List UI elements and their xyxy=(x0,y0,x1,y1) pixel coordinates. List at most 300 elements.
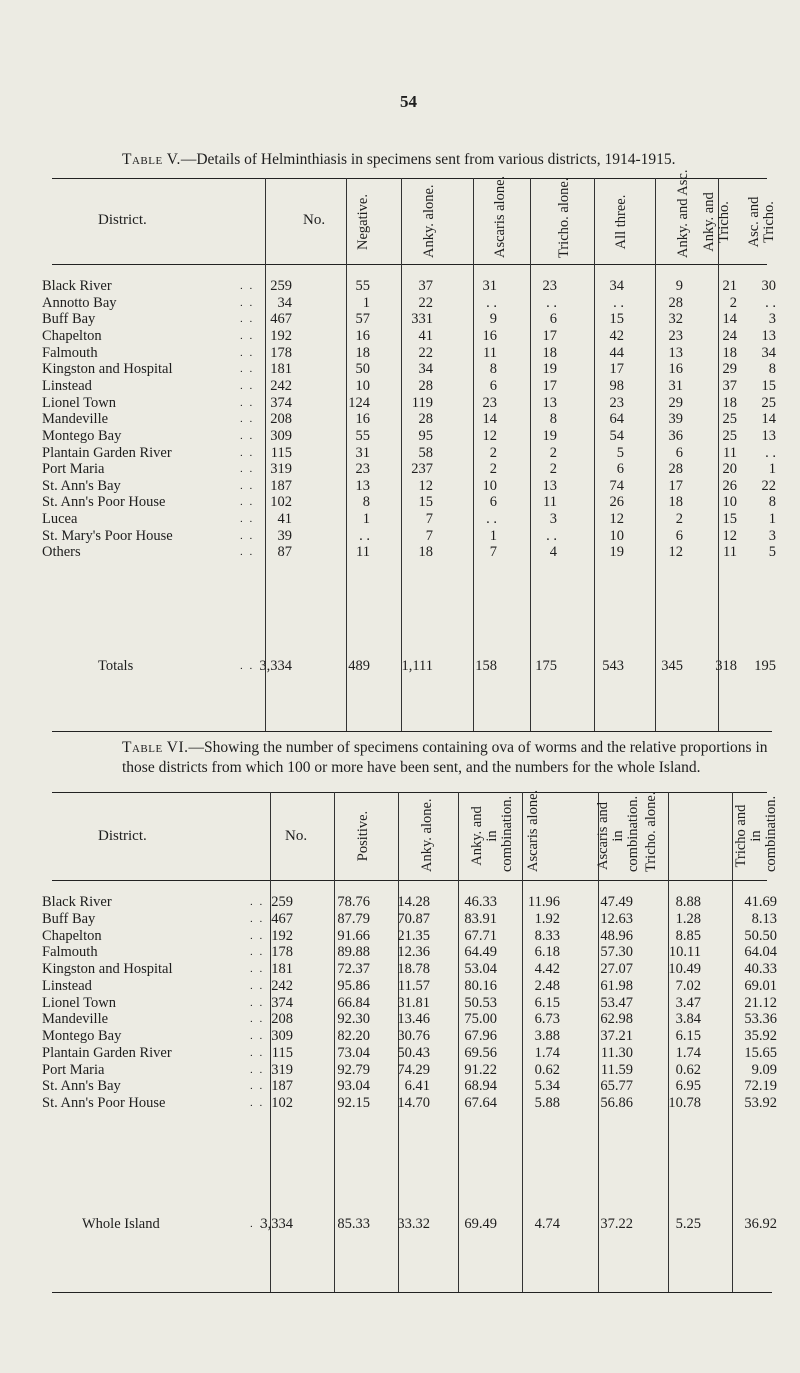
table5-cell: 20 xyxy=(722,461,737,478)
table5-row xyxy=(0,428,800,444)
table6-cell: 53.04 xyxy=(464,961,497,977)
table5-district-name: Kingston and Hospital xyxy=(42,361,173,378)
table6-cell: 83.91 xyxy=(464,910,497,927)
table6-cell: 53.36 xyxy=(744,1011,777,1028)
table5-cell: 41 xyxy=(418,327,433,344)
table5-district-name: St. Mary's Poor House xyxy=(42,527,173,544)
table5-header-negative: Negative. xyxy=(355,194,371,250)
table6-cell: 93.04 xyxy=(337,1078,370,1095)
table6-cell: 53.92 xyxy=(744,1095,777,1111)
table5-cell: 3 xyxy=(768,311,776,328)
leader-dots: . . xyxy=(240,296,255,309)
table6-cell: 87.79 xyxy=(337,910,370,927)
table6-cell: 0.62 xyxy=(534,1061,560,1078)
table5-cell: 331 xyxy=(411,311,433,328)
table5-row xyxy=(0,461,800,477)
table6-cell: 69.01 xyxy=(744,977,777,994)
table-5-caption xyxy=(122,150,676,170)
table5-cell: 16 xyxy=(355,411,370,428)
table-5-header-rule xyxy=(52,264,767,265)
table5-cell: 58 xyxy=(418,444,433,461)
leader-dots: . . xyxy=(250,1080,265,1093)
table5-cell: 17 xyxy=(668,477,683,494)
table6-cell: 1.92 xyxy=(534,910,560,927)
table5-cell: 4 xyxy=(549,544,557,561)
table5-cell: 37 xyxy=(722,377,737,394)
table5-cell: 11 xyxy=(723,544,737,561)
table6-cell: 47.49 xyxy=(600,894,633,910)
table5-cell: 2 xyxy=(489,461,497,478)
table5-total-cell: 158 xyxy=(475,658,497,674)
table5-cell: 57 xyxy=(355,311,370,328)
table5-cell: 18 xyxy=(722,344,737,361)
table6-cell: 57.30 xyxy=(600,944,633,961)
table5-cell: 6 xyxy=(616,461,624,478)
table6-cell: 80.16 xyxy=(464,977,497,994)
table5-cell: 29 xyxy=(668,394,683,411)
table5-cell: 14 xyxy=(482,411,497,428)
leader-dots: . . xyxy=(250,896,265,908)
table5-district-name: Falmouth xyxy=(42,344,98,361)
table5-cell: 7 xyxy=(425,511,433,528)
table5-cell: 13 xyxy=(668,344,683,361)
table6-cell: 4.42 xyxy=(534,961,560,977)
leader-dots: . . xyxy=(250,929,265,942)
table5-cell: 7 xyxy=(489,544,497,561)
table5-header-anky-tricho: Anky. and Tricho. xyxy=(701,192,732,252)
table5-cell: 259 xyxy=(270,278,292,294)
table5-row xyxy=(0,395,800,411)
table5-district-name: Lucea xyxy=(42,511,78,528)
table6-cell: 467 xyxy=(271,910,293,927)
table6-cell: 2.48 xyxy=(534,977,560,994)
table5-cell: 18 xyxy=(722,394,737,411)
table6-cell: 40.33 xyxy=(744,961,777,977)
table6-header-ascaris-comb: Ascaris and in combination. xyxy=(595,795,641,872)
table6-cell: 14.70 xyxy=(397,1095,430,1111)
table6-cell: 319 xyxy=(271,1061,293,1078)
table6-cell: 208 xyxy=(271,1011,293,1028)
leader-dots: . . xyxy=(250,1046,265,1059)
table5-district-name: Lionel Town xyxy=(42,394,117,411)
table6-cell: 70.87 xyxy=(397,910,430,927)
table5-district-name: Montego Bay xyxy=(42,427,122,444)
table5-row xyxy=(0,445,800,461)
leader-dots: . . xyxy=(250,1097,265,1109)
table6-total-cell: 85.33 xyxy=(337,1216,370,1232)
table6-cell: 181 xyxy=(271,961,293,977)
table5-total-cell: 1,111 xyxy=(401,658,433,674)
table6-cell: 6.95 xyxy=(675,1078,701,1095)
table5-cell: 30 xyxy=(761,278,776,294)
table5-cell: 309 xyxy=(270,427,292,444)
table5-cell: 1 xyxy=(362,511,370,528)
t6-header-no: No. xyxy=(285,828,308,844)
table5-cell: 16 xyxy=(355,327,370,344)
table5-cell: 87 xyxy=(277,544,292,561)
table5-cell: 2 xyxy=(549,461,557,478)
table5-cell: 39 xyxy=(277,527,292,544)
leader-dots: . . xyxy=(250,979,265,992)
table6-cell: 65.77 xyxy=(600,1078,633,1095)
table5-cell: 124 xyxy=(348,394,370,411)
table5-cell: 34 xyxy=(277,294,292,311)
table5-cell: 13 xyxy=(761,427,776,444)
table6-cell: 6.73 xyxy=(534,1011,560,1028)
table5-cell: 39 xyxy=(668,411,683,428)
table-6-label: Table VI. xyxy=(122,739,189,756)
table6-row xyxy=(0,894,800,910)
table5-cell: 22 xyxy=(418,344,433,361)
table6-cell: 13.46 xyxy=(397,1011,430,1028)
table5-cell: 1 xyxy=(489,527,497,544)
table6-total-cell: 37.22 xyxy=(600,1216,633,1232)
leader-dots: . . xyxy=(250,1030,265,1042)
table6-cell: 67.96 xyxy=(464,1028,497,1044)
table5-cell: 6 xyxy=(549,311,557,328)
table5-cell: 50 xyxy=(355,361,370,378)
leader-dots: . . xyxy=(250,946,265,959)
table6-district-name: Kingston and Hospital xyxy=(42,961,173,977)
table6-cell: 72.19 xyxy=(744,1078,777,1095)
table5-cell: 8 xyxy=(768,361,776,378)
leader-dots: . . xyxy=(240,346,255,359)
table6-cell: 6.41 xyxy=(404,1078,430,1095)
table5-cell: 15 xyxy=(722,511,737,528)
leader-dots: . . xyxy=(240,396,255,409)
table5-row xyxy=(0,278,800,294)
table5-cell: 119 xyxy=(411,394,433,411)
t5-header-no: No. xyxy=(303,212,326,228)
table5-district-name: Port Maria xyxy=(42,461,105,478)
table6-header-positive: Positive. xyxy=(355,810,371,862)
table5-header-all-three: All three. xyxy=(613,194,629,250)
table5-cell: 8 xyxy=(549,411,557,428)
table6-cell: 78.76 xyxy=(337,894,370,910)
table-6-caption xyxy=(122,738,792,778)
leader-dots: . . xyxy=(240,479,255,492)
table6-cell: 11.96 xyxy=(527,894,560,910)
table5-row xyxy=(0,544,800,560)
table5-cell: 29 xyxy=(722,361,737,378)
table5-row xyxy=(0,511,800,527)
leader-dots: . . xyxy=(240,413,255,426)
table6-cell: 61.98 xyxy=(600,977,633,994)
table6-cell: 92.15 xyxy=(337,1095,370,1111)
table5-cell: 12 xyxy=(668,544,683,561)
table6-total-cell: 36.92 xyxy=(744,1216,777,1232)
table6-district-name: Port Maria xyxy=(42,1061,105,1078)
table5-cell: 8 xyxy=(362,494,370,511)
leader-dots: . . xyxy=(240,280,255,292)
table6-district-name: Black River xyxy=(42,894,112,910)
table6-cell: 31.81 xyxy=(397,994,430,1011)
leader-dots: . . xyxy=(250,963,265,975)
table6-total-label: Whole Island xyxy=(82,1216,160,1232)
table5-cell: 8 xyxy=(489,361,497,378)
table5-cell: 18 xyxy=(418,544,433,561)
table5-district-name: Buff Bay xyxy=(42,311,96,328)
table5-cell: 12 xyxy=(482,427,497,444)
table5-total-cell: 345 xyxy=(661,658,683,674)
table6-cell: 6.15 xyxy=(675,1028,701,1044)
leader-dots: . . xyxy=(240,313,255,326)
table5-cell: 10 xyxy=(355,377,370,394)
table5-cell: 55 xyxy=(355,427,370,444)
table5-cell: 192 xyxy=(270,327,292,344)
table5-row xyxy=(0,378,800,394)
table6-district-name: Montego Bay xyxy=(42,1028,122,1044)
table5-district-name: St. Ann's Poor House xyxy=(42,494,166,511)
table6-total-cell: 4.74 xyxy=(534,1216,560,1232)
table-6-header-rule xyxy=(52,880,767,881)
table6-cell: 27.07 xyxy=(600,961,633,977)
table5-row xyxy=(0,478,800,494)
table5-cell: 9 xyxy=(489,311,497,328)
table5-cell: 19 xyxy=(542,427,557,444)
table5-cell: 28 xyxy=(418,411,433,428)
table5-cell: 41 xyxy=(277,511,292,528)
table5-cell: 5 xyxy=(616,444,624,461)
table5-cell: 19 xyxy=(609,544,624,561)
table6-cell: 9.09 xyxy=(751,1061,777,1078)
table6-cell: 50.50 xyxy=(744,927,777,944)
table5-cell: 25 xyxy=(722,427,737,444)
table6-cell: 46.33 xyxy=(464,894,497,910)
table5-cell: 13 xyxy=(542,477,557,494)
leader-dots: . . xyxy=(240,496,255,509)
table6-district-name: Plantain Garden River xyxy=(42,1044,172,1061)
table5-cell: 31 xyxy=(355,444,370,461)
t6-header-district: District. xyxy=(98,828,147,844)
table6-cell: 6.18 xyxy=(534,944,560,961)
table6-cell: 95.86 xyxy=(337,977,370,994)
table5-row xyxy=(0,494,800,510)
table5-cell: 28 xyxy=(418,377,433,394)
table6-cell: 5.34 xyxy=(534,1078,560,1095)
table6-cell: 0.62 xyxy=(675,1061,701,1078)
table6-row xyxy=(0,1011,800,1027)
table-6-top-rule xyxy=(52,792,767,793)
table6-cell: 8.33 xyxy=(534,927,560,944)
table6-district-name: Lionel Town xyxy=(42,994,117,1011)
table6-district-name: Linstead xyxy=(42,977,92,994)
table-5-top-rule xyxy=(52,178,767,179)
leader-dots: . . xyxy=(240,379,255,392)
table5-total-cell: 543 xyxy=(602,658,624,674)
table-6-title: —Showing the number of specimens containing ova of worms and the relative proportions in those districts from which 100 or more have been sent, and the numbers for the whole Island. xyxy=(122,739,768,776)
table6-cell: 10.78 xyxy=(668,1095,701,1111)
table5-row xyxy=(0,361,800,377)
table6-district-name: Mandeville xyxy=(42,1011,109,1028)
page-number: 54 xyxy=(400,92,417,111)
table5-cell: . . xyxy=(765,294,776,311)
leader-dots: . . xyxy=(240,513,255,526)
table5-cell: 23 xyxy=(482,394,497,411)
table6-cell: 50.53 xyxy=(464,994,497,1011)
table6-cell: 192 xyxy=(271,927,293,944)
table5-cell: 18 xyxy=(668,494,683,511)
table5-cell: 10 xyxy=(609,527,624,544)
table5-cell: 17 xyxy=(542,377,557,394)
table6-row xyxy=(0,944,800,960)
leader-dots: . . xyxy=(240,363,255,376)
table5-cell: 8 xyxy=(768,494,776,511)
table5-cell: 25 xyxy=(722,411,737,428)
table6-cell: 242 xyxy=(271,977,293,994)
table5-cell: 22 xyxy=(761,477,776,494)
table6-cell: 15.65 xyxy=(744,1044,777,1061)
table6-row xyxy=(0,1062,800,1078)
table6-cell: 187 xyxy=(271,1078,293,1095)
leader-dots: . . xyxy=(250,996,265,1009)
table6-cell: 1.74 xyxy=(675,1044,701,1061)
table5-district-name: Black River xyxy=(42,278,112,294)
table5-cell: 3 xyxy=(768,527,776,544)
table5-cell: 18 xyxy=(355,344,370,361)
table6-cell: 102 xyxy=(271,1095,293,1111)
table5-cell: 21 xyxy=(722,278,737,294)
table5-cell: 98 xyxy=(609,377,624,394)
table5-cell: 31 xyxy=(668,377,683,394)
table5-district-name: Mandeville xyxy=(42,411,109,428)
table6-district-name: Falmouth xyxy=(42,944,98,961)
table5-cell: 319 xyxy=(270,461,292,478)
table5-cell: 16 xyxy=(668,361,683,378)
table6-district-name: St. Ann's Bay xyxy=(42,1078,121,1095)
table5-cell: 12 xyxy=(609,511,624,528)
table5-district-name: Plantain Garden River xyxy=(42,444,172,461)
table5-header-anky-asc: Anky. and Asc. xyxy=(675,169,691,258)
leader-dots: . . xyxy=(250,1063,265,1076)
table5-cell: 55 xyxy=(355,278,370,294)
table5-cell: 22 xyxy=(418,294,433,311)
table5-cell: 5 xyxy=(768,544,776,561)
table6-row xyxy=(0,911,800,927)
table5-cell: 2 xyxy=(549,444,557,461)
table6-cell: 10.49 xyxy=(668,961,701,977)
table6-cell: 67.64 xyxy=(464,1095,497,1111)
table6-cell: 92.79 xyxy=(337,1061,370,1078)
table5-cell: 374 xyxy=(270,394,292,411)
table6-row xyxy=(0,1095,800,1111)
table6-cell: 12.63 xyxy=(600,910,633,927)
table5-cell: 23 xyxy=(355,461,370,478)
table5-cell: 34 xyxy=(609,278,624,294)
table5-cell: 74 xyxy=(609,477,624,494)
table5-cell: 14 xyxy=(722,311,737,328)
table6-cell: 91.22 xyxy=(464,1061,497,1078)
table6-cell: 56.86 xyxy=(600,1095,633,1111)
leader-dots: . . xyxy=(240,446,255,459)
table5-cell: 37 xyxy=(418,278,433,294)
table6-cell: 11.57 xyxy=(397,977,430,994)
leader-dots: . . xyxy=(250,1218,265,1230)
table5-cell: 15 xyxy=(761,377,776,394)
table5-cell: 3 xyxy=(549,511,557,528)
table6-cell: 41.69 xyxy=(744,894,777,910)
table5-cell: . . xyxy=(546,294,557,311)
table6-cell: 64.04 xyxy=(744,944,777,961)
table5-total-row xyxy=(0,658,800,674)
table6-cell: 8.88 xyxy=(675,894,701,910)
table5-row xyxy=(0,295,800,311)
table6-total-cell: 5.25 xyxy=(675,1216,701,1232)
leader-dots: . . xyxy=(250,1013,265,1026)
table6-header-anky-comb: Anky. and in combination. xyxy=(469,795,515,872)
table5-cell: 25 xyxy=(761,394,776,411)
table6-cell: 178 xyxy=(271,944,293,961)
table6-total-cell: 69.49 xyxy=(464,1216,497,1232)
leader-dots: . . xyxy=(240,463,255,476)
table5-district-name: Chapelton xyxy=(42,327,102,344)
table6-row xyxy=(0,1078,800,1094)
table6-cell: 21.12 xyxy=(744,994,777,1011)
table5-cell: 2 xyxy=(729,294,737,311)
table6-cell: 18.78 xyxy=(397,961,430,977)
table5-row xyxy=(0,311,800,327)
table6-cell: 8.85 xyxy=(675,927,701,944)
table5-header-ascaris-alone: Ascaris alone. xyxy=(492,175,508,258)
table6-cell: 11.30 xyxy=(600,1044,633,1061)
table5-cell: . . xyxy=(486,294,497,311)
table5-header-tricho-alone: Tricho. alone. xyxy=(556,177,572,258)
table5-cell: 44 xyxy=(609,344,624,361)
table5-cell: 6 xyxy=(489,377,497,394)
table6-cell: 91.66 xyxy=(337,927,370,944)
table5-cell: 2 xyxy=(675,511,683,528)
table-5-title: —Details of Helminthiasis in specimens sent from various districts, 1914-1915. xyxy=(180,151,676,168)
table6-district-name: Buff Bay xyxy=(42,910,96,927)
table5-cell: 54 xyxy=(609,427,624,444)
table5-cell: 13 xyxy=(355,477,370,494)
table5-cell: 13 xyxy=(542,394,557,411)
table5-total-cell: 489 xyxy=(348,658,370,674)
table6-cell: 66.84 xyxy=(337,994,370,1011)
table5-cell: 42 xyxy=(609,327,624,344)
table6-cell: 48.96 xyxy=(600,927,633,944)
table6-cell: 3.47 xyxy=(675,994,701,1011)
table5-cell: 15 xyxy=(609,311,624,328)
table6-cell: 10.11 xyxy=(668,944,701,961)
table5-cell: 10 xyxy=(722,494,737,511)
table5-cell: 34 xyxy=(418,361,433,378)
table6-total-row xyxy=(0,1216,800,1232)
table6-cell: 1.28 xyxy=(675,910,701,927)
table6-cell: 30.76 xyxy=(397,1028,430,1044)
table5-cell: 208 xyxy=(270,411,292,428)
table5-total-cell: 195 xyxy=(754,658,776,674)
table5-cell: 1 xyxy=(768,461,776,478)
table6-cell: 5.88 xyxy=(534,1095,560,1111)
table5-cell: 23 xyxy=(668,327,683,344)
table5-cell: . . xyxy=(613,294,624,311)
table5-cell: 12 xyxy=(418,477,433,494)
table5-cell: 11 xyxy=(356,544,370,561)
table6-row xyxy=(0,961,800,977)
table5-cell: . . xyxy=(765,444,776,461)
table5-header-anky-alone: Anky. alone. xyxy=(421,184,437,258)
table5-cell: 28 xyxy=(668,294,683,311)
table5-cell: . . xyxy=(359,527,370,544)
table5-cell: 9 xyxy=(675,278,683,294)
table5-cell: 10 xyxy=(482,477,497,494)
table6-cell: 68.94 xyxy=(464,1078,497,1095)
table6-cell: 1.74 xyxy=(534,1044,560,1061)
table6-cell: 53.47 xyxy=(600,994,633,1011)
table5-cell: 7 xyxy=(425,527,433,544)
table-5-label: Table V. xyxy=(122,151,181,168)
